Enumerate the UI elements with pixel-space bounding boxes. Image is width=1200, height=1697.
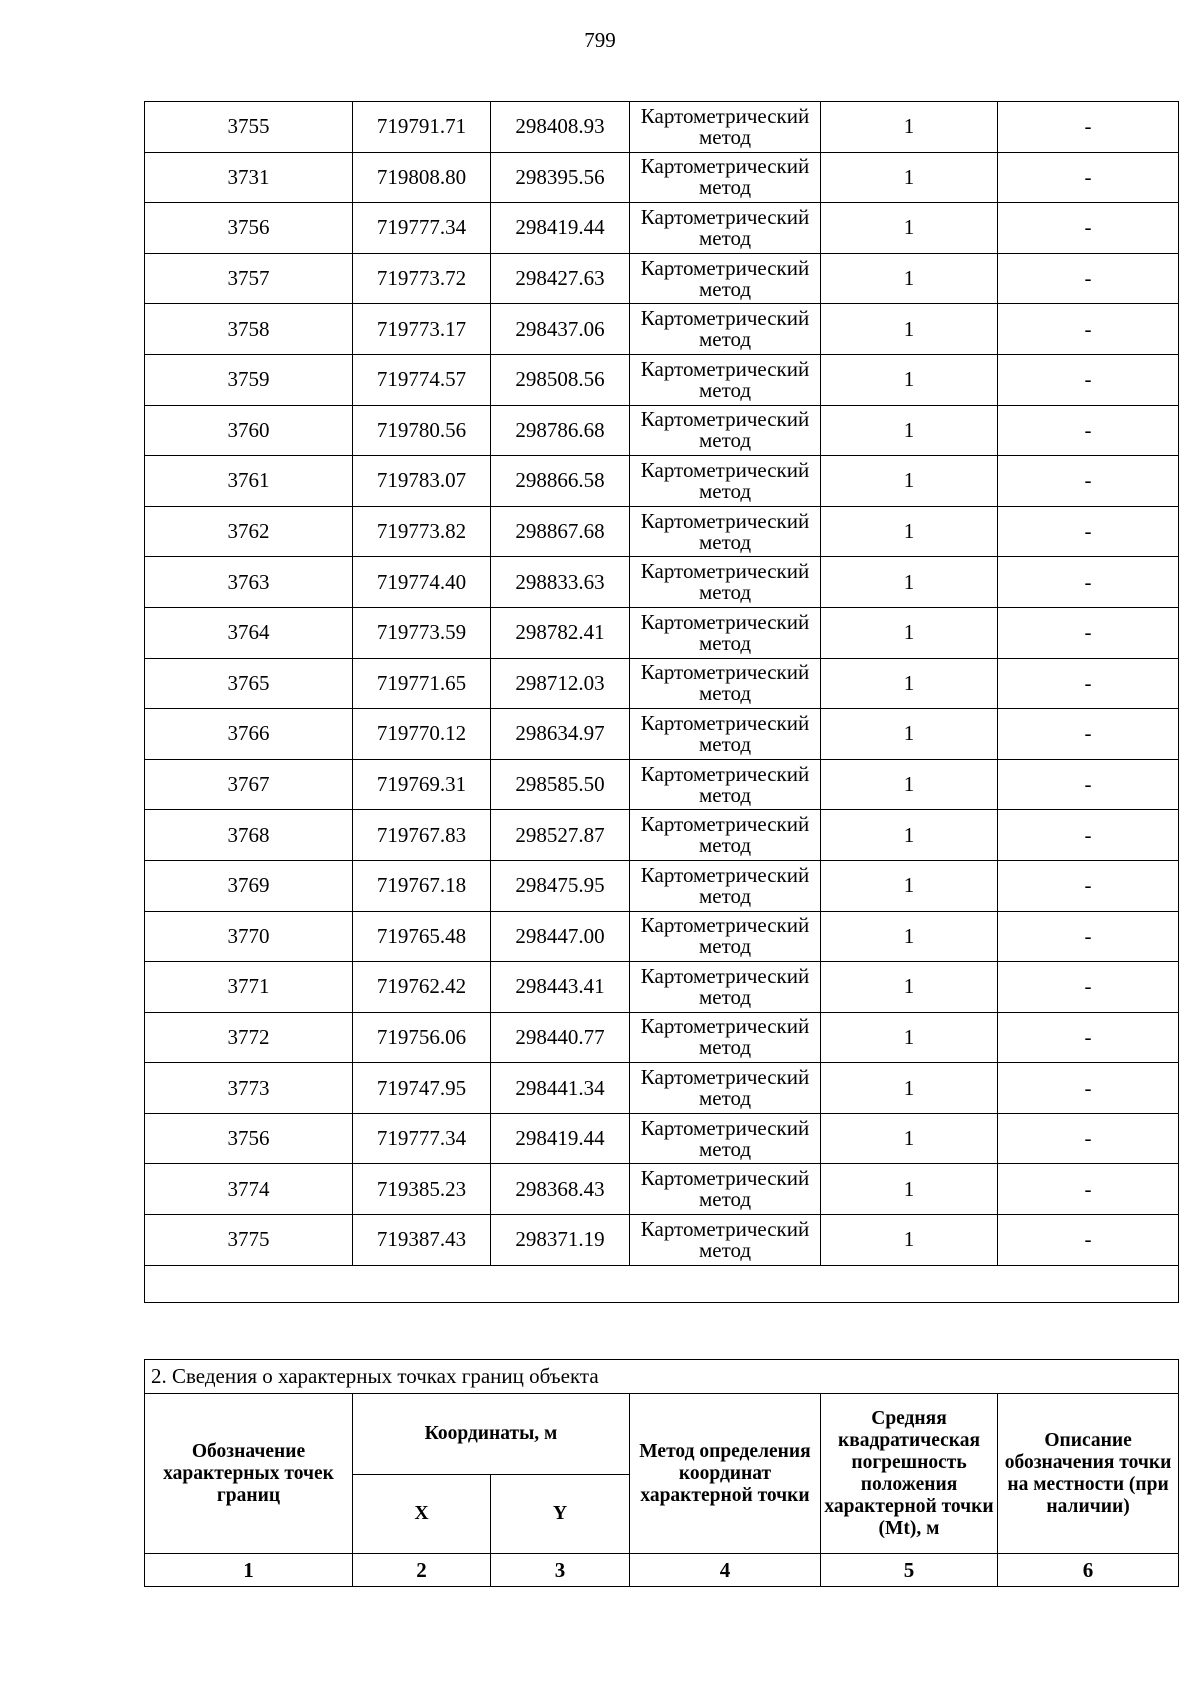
cell-method: Картометрический метод <box>630 607 821 658</box>
cell-method: Картометрический метод <box>630 1063 821 1114</box>
cell-mean-error: 1 <box>821 759 998 810</box>
cell-description: - <box>998 962 1179 1013</box>
table-row <box>145 253 1179 304</box>
cell-method: Картометрический метод <box>630 1012 821 1063</box>
cell-y: 298782.41 <box>491 607 630 658</box>
cell-x: 719780.56 <box>353 405 491 456</box>
cell-method: Картометрический метод <box>630 354 821 405</box>
cell-description: - <box>998 658 1179 709</box>
cell-y: 298585.50 <box>491 759 630 810</box>
cell-mean-error: 1 <box>821 1164 998 1215</box>
cell-point: 3766 <box>145 709 353 760</box>
cell-description: - <box>998 102 1179 153</box>
cell-y: 298866.58 <box>491 456 630 507</box>
cell-x: 719773.82 <box>353 506 491 557</box>
cell-method: Картометрический метод <box>630 456 821 507</box>
column-number: 4 <box>630 1554 821 1587</box>
cell-description: - <box>998 1164 1179 1215</box>
header-y: Y <box>491 1475 630 1554</box>
table-row <box>145 1063 1179 1114</box>
cell-x: 719773.59 <box>353 607 491 658</box>
cell-x: 719791.71 <box>353 102 491 153</box>
cell-x: 719777.34 <box>353 203 491 254</box>
page-number: 799 <box>584 28 616 52</box>
cell-y: 298443.41 <box>491 962 630 1013</box>
cell-y: 298527.87 <box>491 810 630 861</box>
section-title: 2. Сведения о характерных точках границ объекта <box>145 1360 1179 1394</box>
cell-mean-error: 1 <box>821 962 998 1013</box>
cell-mean-error: 1 <box>821 203 998 254</box>
cell-x: 719777.34 <box>353 1113 491 1164</box>
cell-description: - <box>998 405 1179 456</box>
header-coordinates: Координаты, м <box>353 1394 630 1475</box>
cell-mean-error: 1 <box>821 304 998 355</box>
cell-description: - <box>998 152 1179 203</box>
table-row <box>145 709 1179 760</box>
cell-description: - <box>998 810 1179 861</box>
cell-description: - <box>998 759 1179 810</box>
cell-method: Картометрический метод <box>630 911 821 962</box>
cell-point: 3775 <box>145 1215 353 1266</box>
cell-x: 719773.17 <box>353 304 491 355</box>
cell-point: 3760 <box>145 405 353 456</box>
cell-y: 298437.06 <box>491 304 630 355</box>
cell-y: 298447.00 <box>491 911 630 962</box>
cell-mean-error: 1 <box>821 405 998 456</box>
cell-mean-error: 1 <box>821 1063 998 1114</box>
cell-point: 3769 <box>145 860 353 911</box>
table-row <box>145 860 1179 911</box>
cell-description: - <box>998 1012 1179 1063</box>
cell-description: - <box>998 203 1179 254</box>
table-row <box>145 962 1179 1013</box>
cell-mean-error: 1 <box>821 658 998 709</box>
cell-point: 3755 <box>145 102 353 153</box>
header-method: Метод определения координат характерной точки <box>630 1394 821 1554</box>
cell-mean-error: 1 <box>821 911 998 962</box>
cell-point: 3764 <box>145 607 353 658</box>
cell-x: 719765.48 <box>353 911 491 962</box>
cell-y: 298712.03 <box>491 658 630 709</box>
table-row <box>145 607 1179 658</box>
cell-description: - <box>998 253 1179 304</box>
cell-y: 298634.97 <box>491 709 630 760</box>
cell-description: - <box>998 1063 1179 1114</box>
cell-x: 719783.07 <box>353 456 491 507</box>
cell-mean-error: 1 <box>821 253 998 304</box>
table-row <box>145 1113 1179 1164</box>
cell-description: - <box>998 911 1179 962</box>
table-row <box>145 759 1179 810</box>
cell-x: 719769.31 <box>353 759 491 810</box>
cell-mean-error: 1 <box>821 506 998 557</box>
table-row <box>145 354 1179 405</box>
cell-y: 298867.68 <box>491 506 630 557</box>
cell-description: - <box>998 709 1179 760</box>
header-x: X <box>353 1475 491 1554</box>
cell-description: - <box>998 1113 1179 1164</box>
points-header-table <box>144 1359 1179 1587</box>
cell-y: 298440.77 <box>491 1012 630 1063</box>
cell-method: Картометрический метод <box>630 304 821 355</box>
cell-method: Картометрический метод <box>630 709 821 760</box>
cell-x: 719767.18 <box>353 860 491 911</box>
cell-y: 298441.34 <box>491 1063 630 1114</box>
cell-point: 3770 <box>145 911 353 962</box>
cell-x: 719767.83 <box>353 810 491 861</box>
cell-y: 298419.44 <box>491 1113 630 1164</box>
cell-x: 719774.57 <box>353 354 491 405</box>
table-row <box>145 658 1179 709</box>
cell-mean-error: 1 <box>821 860 998 911</box>
cell-point: 3757 <box>145 253 353 304</box>
cell-x: 719762.42 <box>353 962 491 1013</box>
cell-point: 3767 <box>145 759 353 810</box>
cell-method: Картометрический метод <box>630 759 821 810</box>
cell-method: Картометрический метод <box>630 860 821 911</box>
cell-mean-error: 1 <box>821 1215 998 1266</box>
cell-method: Картометрический метод <box>630 1164 821 1215</box>
table-row <box>145 1215 1179 1266</box>
cell-description: - <box>998 607 1179 658</box>
cell-y: 298368.43 <box>491 1164 630 1215</box>
cell-method: Картометрический метод <box>630 810 821 861</box>
cell-y: 298419.44 <box>491 203 630 254</box>
cell-description: - <box>998 456 1179 507</box>
cell-method: Картометрический метод <box>630 253 821 304</box>
cell-x: 719773.72 <box>353 253 491 304</box>
column-number: 3 <box>491 1554 630 1587</box>
cell-method: Картометрический метод <box>630 102 821 153</box>
empty-row <box>145 1265 1179 1302</box>
cell-mean-error: 1 <box>821 810 998 861</box>
header-mean-error: Средняя квадратическая погрешность положения характерной точки (Mt), м <box>821 1394 998 1554</box>
header-description: Описание обозначения точки на местности (при наличии) <box>998 1394 1179 1554</box>
cell-point: 3756 <box>145 1113 353 1164</box>
table-row <box>145 203 1179 254</box>
table-row <box>145 456 1179 507</box>
table-row <box>145 152 1179 203</box>
cell-description: - <box>998 506 1179 557</box>
cell-y: 298508.56 <box>491 354 630 405</box>
cell-mean-error: 1 <box>821 607 998 658</box>
cell-point: 3758 <box>145 304 353 355</box>
table-row <box>145 911 1179 962</box>
cell-x: 719771.65 <box>353 658 491 709</box>
cell-point: 3768 <box>145 810 353 861</box>
cell-y: 298371.19 <box>491 1215 630 1266</box>
cell-point: 3773 <box>145 1063 353 1114</box>
header-point-designation: Обозначение характерных точек границ <box>145 1394 353 1554</box>
cell-point: 3772 <box>145 1012 353 1063</box>
cell-y: 298786.68 <box>491 405 630 456</box>
table-row <box>145 304 1179 355</box>
cell-mean-error: 1 <box>821 102 998 153</box>
column-number: 1 <box>145 1554 353 1587</box>
cell-description: - <box>998 1215 1179 1266</box>
cell-point: 3759 <box>145 354 353 405</box>
cell-mean-error: 1 <box>821 709 998 760</box>
cell-method: Картометрический метод <box>630 152 821 203</box>
column-number: 6 <box>998 1554 1179 1587</box>
cell-point: 3761 <box>145 456 353 507</box>
cell-method: Картометрический метод <box>630 962 821 1013</box>
cell-x: 719756.06 <box>353 1012 491 1063</box>
cell-x: 719808.80 <box>353 152 491 203</box>
table-row <box>145 405 1179 456</box>
column-number: 2 <box>353 1554 491 1587</box>
cell-point: 3763 <box>145 557 353 608</box>
cell-point: 3771 <box>145 962 353 1013</box>
cell-point: 3762 <box>145 506 353 557</box>
cell-method: Картометрический метод <box>630 506 821 557</box>
coordinates-table-body <box>145 102 1179 1303</box>
cell-x: 719770.12 <box>353 709 491 760</box>
cell-y: 298395.56 <box>491 152 630 203</box>
cell-mean-error: 1 <box>821 152 998 203</box>
table-row <box>145 102 1179 153</box>
cell-description: - <box>998 557 1179 608</box>
cell-mean-error: 1 <box>821 1012 998 1063</box>
cell-mean-error: 1 <box>821 354 998 405</box>
cell-y: 298427.63 <box>491 253 630 304</box>
cell-method: Картометрический метод <box>630 405 821 456</box>
table-row <box>145 1164 1179 1215</box>
cell-x: 719387.43 <box>353 1215 491 1266</box>
cell-method: Картометрический метод <box>630 203 821 254</box>
coordinates-table <box>144 101 1179 1303</box>
cell-point: 3774 <box>145 1164 353 1215</box>
cell-description: - <box>998 860 1179 911</box>
table-row <box>145 810 1179 861</box>
empty-cell <box>145 1265 1179 1302</box>
cell-method: Картометрический метод <box>630 1113 821 1164</box>
cell-method: Картометрический метод <box>630 557 821 608</box>
cell-point: 3765 <box>145 658 353 709</box>
cell-y: 298833.63 <box>491 557 630 608</box>
table-row <box>145 506 1179 557</box>
cell-description: - <box>998 354 1179 405</box>
cell-x: 719385.23 <box>353 1164 491 1215</box>
cell-method: Картометрический метод <box>630 1215 821 1266</box>
cell-x: 719747.95 <box>353 1063 491 1114</box>
cell-mean-error: 1 <box>821 1113 998 1164</box>
cell-point: 3731 <box>145 152 353 203</box>
cell-y: 298475.95 <box>491 860 630 911</box>
table-row <box>145 557 1179 608</box>
cell-point: 3756 <box>145 203 353 254</box>
cell-description: - <box>998 304 1179 355</box>
column-number: 5 <box>821 1554 998 1587</box>
cell-method: Картометрический метод <box>630 658 821 709</box>
cell-y: 298408.93 <box>491 102 630 153</box>
table-row <box>145 1012 1179 1063</box>
cell-mean-error: 1 <box>821 557 998 608</box>
cell-x: 719774.40 <box>353 557 491 608</box>
cell-mean-error: 1 <box>821 456 998 507</box>
